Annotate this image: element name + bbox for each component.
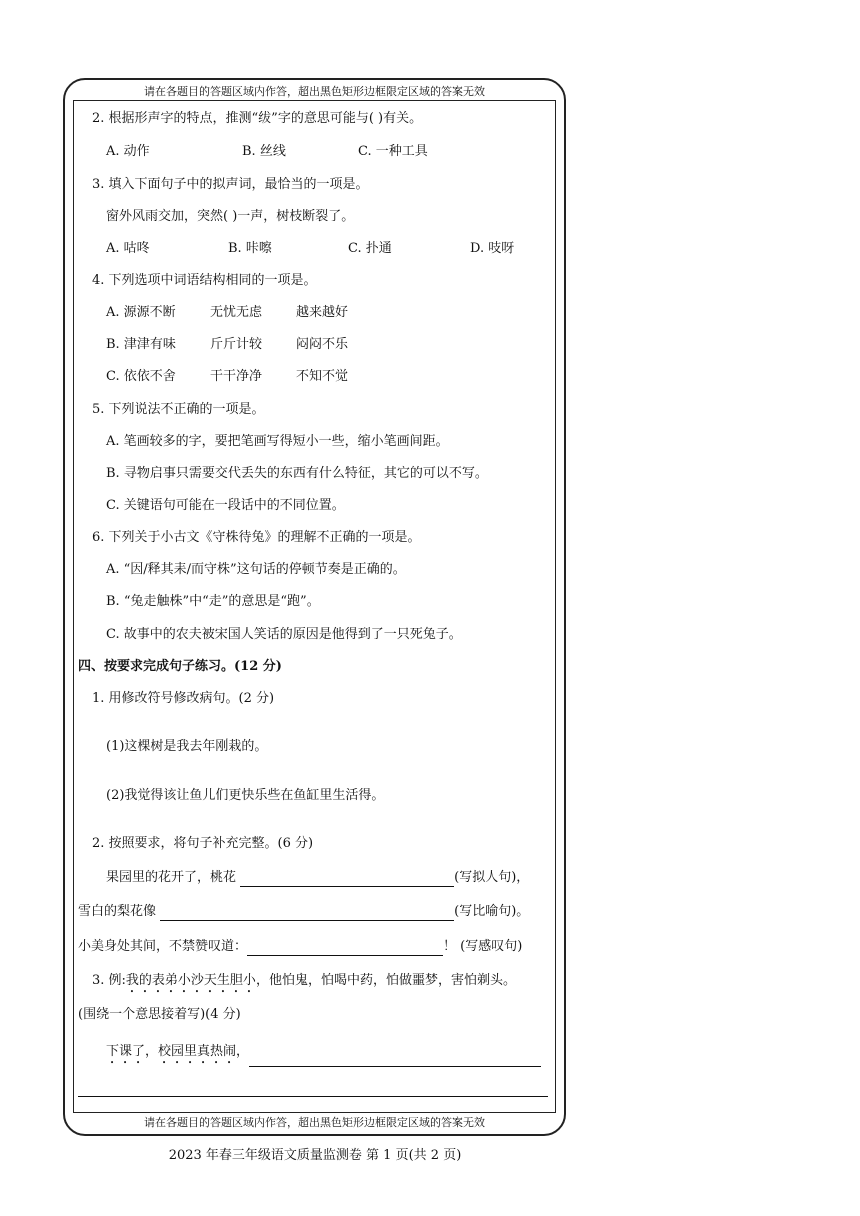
s4-q2-line2-blank[interactable] — [160, 906, 454, 921]
s4-q3-rest: ，他怕鬼，怕喝中药，怕做噩梦，害怕剃头。 — [255, 973, 516, 988]
s4-q1-stem: 1. 用修改符号修改病句。(2 分) — [92, 691, 275, 706]
q3-option-a: A. 咕咚 — [106, 241, 150, 256]
q2-option-b: B. 丝线 — [242, 144, 286, 159]
inner-border-right — [555, 100, 556, 1113]
top-notice: 请在各题目的答题区域内作答，超出黑色矩形边框限定区域的答案无效 — [144, 85, 485, 98]
q4-b-word1: B. 津津有味 — [106, 337, 176, 352]
q6-stem: 6. 下列关于小古文《守株待兔》的理解不正确的一项是。 — [92, 530, 421, 545]
s4-q2-line1-suffix: (写拟人句)， — [454, 870, 530, 885]
s4-q3-note: (围绕一个意思接着写)(4 分) — [78, 1007, 241, 1022]
s4-q2-line1-blank[interactable] — [240, 872, 454, 887]
s4-q2-line3-prefix: 小美身处其间，不禁赞叹道： — [78, 939, 248, 954]
q4-a-word3: 越来越好 — [296, 305, 349, 320]
page-footer: 2023 年春三年级语文质量监测卷 第 1 页(共 2 页) — [168, 1148, 462, 1163]
q6-option-b: B. “兔走触株”中“走”的意思是“跑”。 — [106, 594, 320, 609]
s4-q3-example — [92, 972, 516, 996]
q2-option-a: A. 动作 — [106, 144, 150, 159]
s4-q2-line2-suffix: (写比喻句)。 — [454, 904, 530, 919]
q3-stem: 3. 填入下面句子中的拟声词，最恰当的一项是。 — [92, 177, 369, 192]
section-4-heading: 四、按要求完成句子练习。(12 分) — [78, 659, 282, 674]
s4-q3-prefix: 3. 例: — [92, 973, 126, 988]
s4-q2-line3-blank[interactable] — [247, 941, 443, 956]
q4-c-word3: 不知不觉 — [296, 369, 349, 384]
q4-stem: 4. 下列选项中词语结构相同的一项是。 — [92, 273, 317, 288]
s4-q3-answer-comma: ， — [236, 1044, 250, 1059]
q4-a-word2: 无忧无虑 — [210, 305, 263, 320]
q4-b-word3: 闷闷不乐 — [296, 337, 349, 352]
q3-sentence: 窗外风雨交加，突然( )一声，树枝断裂了。 — [106, 209, 355, 224]
s4-q2-line1-prefix: 果园里的花开了，桃花 — [106, 870, 237, 885]
bottom-notice: 请在各题目的答题区域内作答，超出黑色矩形边框限定区域的答案无效 — [144, 1116, 485, 1129]
s4-q2-line1 — [106, 869, 529, 887]
s4-q3-answer-line — [106, 1043, 541, 1067]
q4-c-word1: C. 依依不舍 — [106, 369, 176, 384]
bottom-divider — [73, 1112, 556, 1113]
s4-q2-stem: 2. 按照要求，将句子补充完整。(6 分) — [92, 836, 314, 851]
s4-q3-answer-line-2[interactable] — [78, 1096, 548, 1097]
q3-option-c: C. 扑通 — [348, 241, 392, 256]
s4-q2-line3 — [78, 938, 522, 956]
s4-q2-line3-suffix: ！ (写感叹句) — [443, 939, 523, 954]
s4-q2-line2-prefix: 雪白的梨花像 — [78, 904, 157, 919]
s4-q3-dotted-phrase: 我的表弟小沙天生胆小 — [125, 973, 256, 988]
q5-option-a: A. 笔画较多的字，要把笔画写得短小一些，缩小笔画间距。 — [106, 434, 449, 449]
q5-stem: 5. 下列说法不正确的一项是。 — [92, 402, 265, 417]
q4-a-word1: A. 源源不断 — [106, 305, 176, 320]
s4-q2-line2 — [78, 903, 529, 921]
q5-option-c: C. 关键语句可能在一段话中的不同位置。 — [106, 498, 345, 513]
s4-q3-answer-blank[interactable] — [249, 1052, 541, 1067]
q4-c-word2: 干干净净 — [210, 369, 263, 384]
inner-border-left — [73, 100, 74, 1113]
q2-option-c: C. 一种工具 — [358, 144, 428, 159]
q3-option-d: D. 吱呀 — [470, 241, 515, 256]
s4-q1-item1: (1)这棵树是我去年刚栽的。 — [106, 739, 268, 754]
top-divider — [73, 100, 556, 101]
q6-option-a: A. “因/释其耒/而守株”这句话的停顿节奏是正确的。 — [106, 562, 406, 577]
q5-option-b: B. 寻物启事只需要交代丢失的东西有什么特征，其它的可以不写。 — [106, 466, 488, 481]
q3-option-b: B. 咔嚓 — [228, 241, 272, 256]
s4-q1-item2: (2)我觉得该让鱼儿们更快乐些在鱼缸里生活得。 — [106, 788, 385, 803]
q6-option-c: C. 故事中的农夫被宋国人笑话的原因是他得到了一只死兔子。 — [106, 627, 462, 642]
q4-b-word2: 斤斤计较 — [210, 337, 263, 352]
q2-stem: 2. 根据形声字的特点，推测“绂”字的意思可能与( )有关。 — [92, 111, 423, 126]
s4-q3-answer-dotted: 下课了，校园里真热闹 — [106, 1044, 237, 1059]
